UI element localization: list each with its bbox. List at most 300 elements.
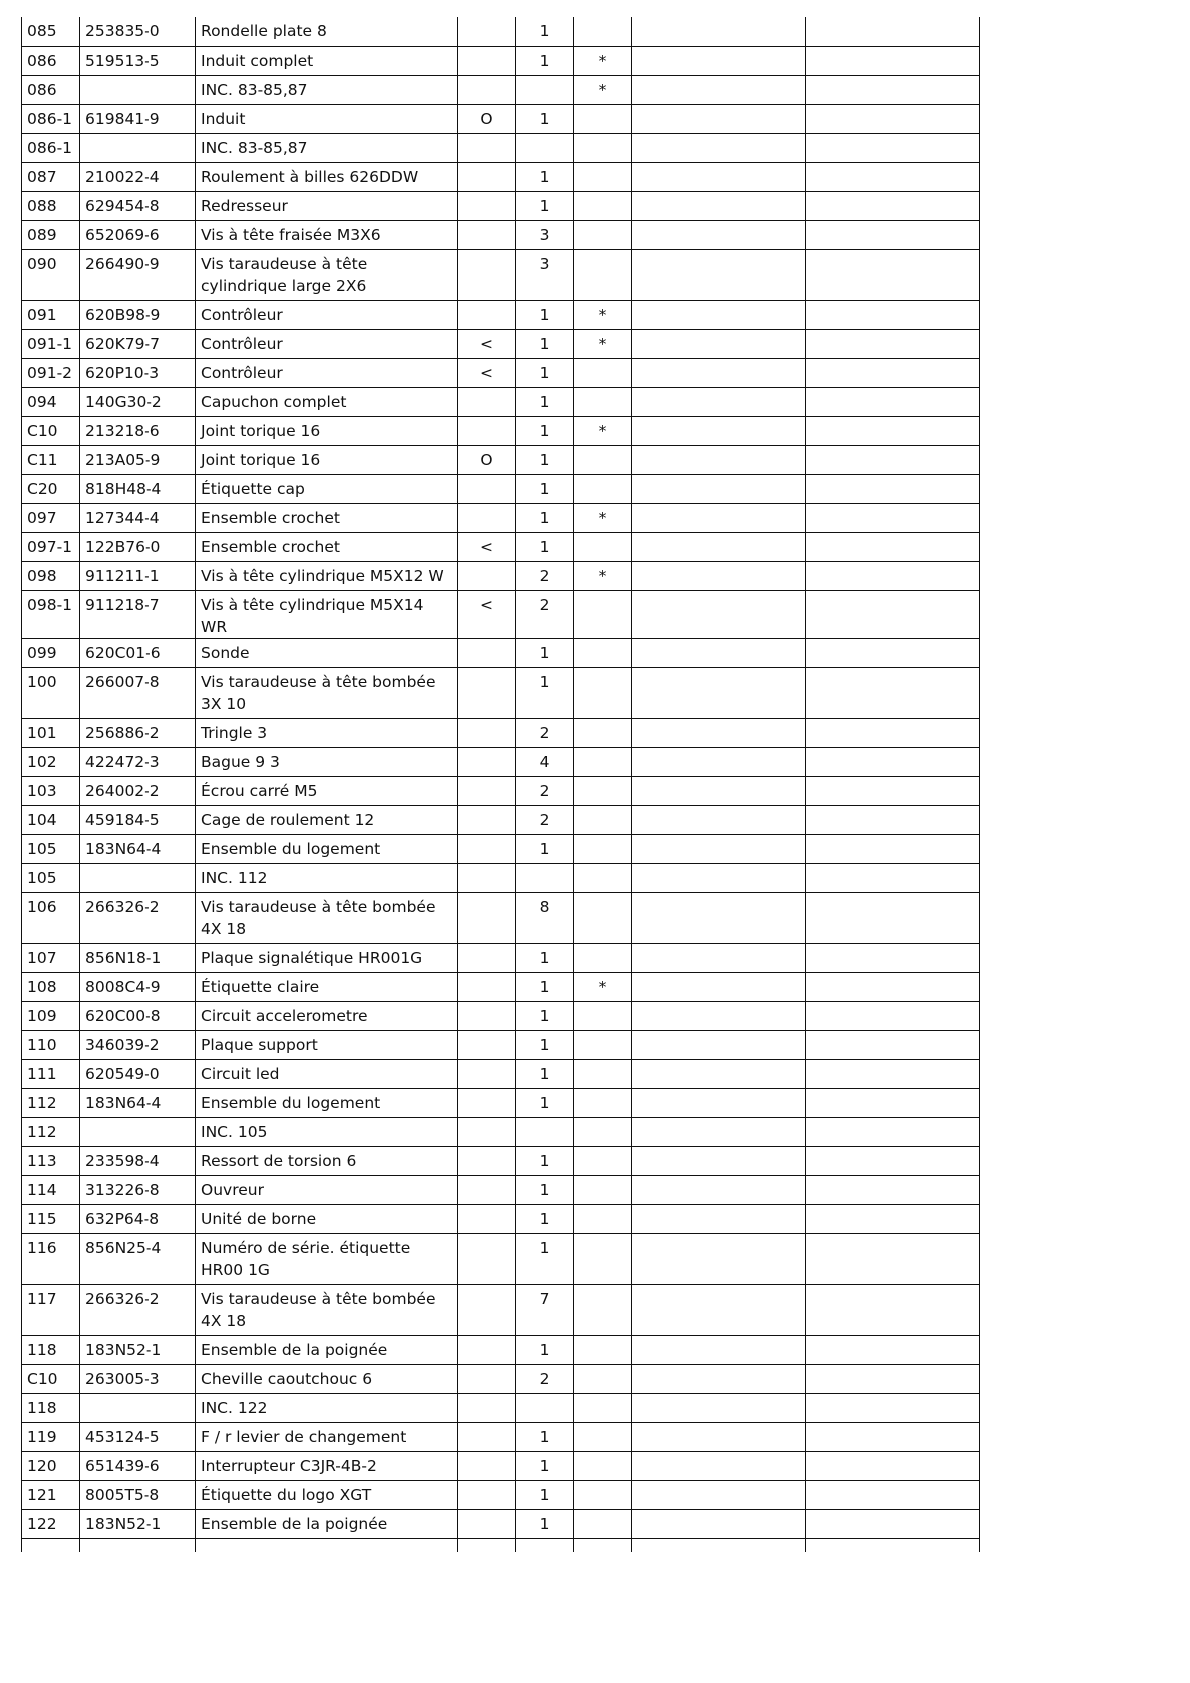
description-cell: Sonde	[196, 638, 458, 667]
blank-cell	[632, 474, 806, 503]
quantity-cell: 1	[516, 503, 574, 532]
option-cell	[458, 1480, 516, 1509]
table-row	[22, 191, 980, 220]
description-cell: F / r levier de changement	[196, 1422, 458, 1451]
description-cell: Redresseur	[196, 191, 458, 220]
item-number-cell: 086-1	[22, 104, 80, 133]
table-row	[22, 532, 980, 561]
blank-cell	[574, 1538, 632, 1552]
blank-cell	[806, 1422, 980, 1451]
blank-cell	[632, 358, 806, 387]
mark-cell	[574, 747, 632, 776]
table-row	[22, 387, 980, 416]
part-number-cell: 818H48-4	[80, 474, 196, 503]
quantity-cell	[516, 863, 574, 892]
item-number-cell: 089	[22, 220, 80, 249]
description-cell: Contrôleur	[196, 329, 458, 358]
mark-cell: *	[574, 329, 632, 358]
part-number-cell: 122B76-0	[80, 532, 196, 561]
description-cell: INC. 122	[196, 1393, 458, 1422]
blank-cell	[806, 1509, 980, 1538]
table-row	[22, 834, 980, 863]
part-number-cell: 263005-3	[80, 1364, 196, 1393]
blank-cell	[806, 1538, 980, 1552]
quantity-cell: 1	[516, 1422, 574, 1451]
item-number-cell: 115	[22, 1204, 80, 1233]
description-cell: INC. 112	[196, 863, 458, 892]
blank-cell	[196, 1538, 458, 1552]
description-cell: Cage de roulement 12	[196, 805, 458, 834]
blank-cell	[806, 416, 980, 445]
option-cell	[458, 1422, 516, 1451]
option-cell	[458, 747, 516, 776]
mark-cell: *	[574, 972, 632, 1001]
blank-cell	[632, 1393, 806, 1422]
table-row	[22, 1204, 980, 1233]
blank-cell	[632, 1175, 806, 1204]
blank-cell	[806, 474, 980, 503]
quantity-cell	[516, 1393, 574, 1422]
quantity-cell: 1	[516, 162, 574, 191]
blank-cell	[632, 1364, 806, 1393]
blank-cell	[632, 503, 806, 532]
mark-cell: *	[574, 503, 632, 532]
description-cell: Roulement à billes 626DDW	[196, 162, 458, 191]
quantity-cell: 1	[516, 46, 574, 75]
item-number-cell: 105	[22, 863, 80, 892]
option-cell	[458, 220, 516, 249]
quantity-cell: 1	[516, 943, 574, 972]
mark-cell	[574, 1175, 632, 1204]
blank-cell	[806, 1117, 980, 1146]
blank-cell	[806, 805, 980, 834]
mark-cell	[574, 387, 632, 416]
table-row	[22, 1480, 980, 1509]
mark-cell	[574, 1393, 632, 1422]
quantity-cell: 2	[516, 561, 574, 590]
part-number-cell: 8005T5-8	[80, 1480, 196, 1509]
table-row	[22, 1175, 980, 1204]
quantity-cell: 1	[516, 1059, 574, 1088]
quantity-cell: 1	[516, 638, 574, 667]
part-number-cell	[80, 863, 196, 892]
blank-cell	[806, 1364, 980, 1393]
table-row	[22, 75, 980, 104]
blank-cell	[632, 133, 806, 162]
description-cell: INC. 83-85,87	[196, 75, 458, 104]
description-cell: Bague 9 3	[196, 747, 458, 776]
option-cell	[458, 834, 516, 863]
table-row	[22, 358, 980, 387]
description-cell: Capuchon complet	[196, 387, 458, 416]
mark-cell: *	[574, 561, 632, 590]
blank-cell	[632, 1284, 806, 1335]
part-number-cell: 620P10-3	[80, 358, 196, 387]
part-number-cell: 264002-2	[80, 776, 196, 805]
blank-cell	[632, 561, 806, 590]
blank-cell	[806, 220, 980, 249]
quantity-cell: 1	[516, 329, 574, 358]
table-row	[22, 1422, 980, 1451]
quantity-cell	[516, 133, 574, 162]
description-cell: Unité de borne	[196, 1204, 458, 1233]
item-number-cell: 118	[22, 1335, 80, 1364]
table-row	[22, 1088, 980, 1117]
quantity-cell: 1	[516, 834, 574, 863]
parts-table-body	[22, 17, 980, 1552]
mark-cell	[574, 1088, 632, 1117]
mark-cell	[574, 863, 632, 892]
blank-cell	[632, 1451, 806, 1480]
description-cell: INC. 105	[196, 1117, 458, 1146]
mark-cell	[574, 17, 632, 46]
part-number-cell: 632P64-8	[80, 1204, 196, 1233]
option-cell	[458, 1001, 516, 1030]
description-cell: Ensemble crochet	[196, 532, 458, 561]
part-number-cell: 459184-5	[80, 805, 196, 834]
part-number-cell: 127344-4	[80, 503, 196, 532]
table-row	[22, 561, 980, 590]
part-number-cell: 183N52-1	[80, 1509, 196, 1538]
quantity-cell: 1	[516, 1480, 574, 1509]
option-cell	[458, 1204, 516, 1233]
item-number-cell: C10	[22, 1364, 80, 1393]
table-row	[22, 943, 980, 972]
mark-cell	[574, 638, 632, 667]
item-number-cell: 110	[22, 1030, 80, 1059]
option-cell	[458, 943, 516, 972]
mark-cell: *	[574, 416, 632, 445]
blank-cell	[632, 75, 806, 104]
blank-cell	[806, 133, 980, 162]
table-row	[22, 1393, 980, 1422]
quantity-cell: 2	[516, 590, 574, 638]
description-cell: Ensemble du logement	[196, 834, 458, 863]
mark-cell	[574, 1284, 632, 1335]
item-number-cell: 091-1	[22, 329, 80, 358]
blank-cell	[632, 1204, 806, 1233]
part-number-cell: 422472-3	[80, 747, 196, 776]
blank-cell	[806, 1204, 980, 1233]
blank-cell	[632, 776, 806, 805]
blank-cell	[632, 1335, 806, 1364]
blank-cell	[806, 75, 980, 104]
item-number-cell: 104	[22, 805, 80, 834]
table-row	[22, 667, 980, 718]
item-number-cell: 109	[22, 1001, 80, 1030]
part-number-cell: 652069-6	[80, 220, 196, 249]
item-number-cell: 117	[22, 1284, 80, 1335]
blank-cell	[632, 300, 806, 329]
quantity-cell: 1	[516, 1204, 574, 1233]
blank-cell	[806, 1451, 980, 1480]
blank-cell	[806, 191, 980, 220]
table-row	[22, 638, 980, 667]
table-row	[22, 445, 980, 474]
table-row	[22, 972, 980, 1001]
item-number-cell: 099	[22, 638, 80, 667]
table-row	[22, 1146, 980, 1175]
option-cell	[458, 1335, 516, 1364]
mark-cell	[574, 1335, 632, 1364]
blank-cell	[632, 1480, 806, 1509]
part-number-cell: 183N52-1	[80, 1335, 196, 1364]
blank-cell	[806, 329, 980, 358]
option-cell	[458, 667, 516, 718]
item-number-cell: 122	[22, 1509, 80, 1538]
description-cell: Ouvreur	[196, 1175, 458, 1204]
quantity-cell: 1	[516, 474, 574, 503]
blank-cell	[632, 943, 806, 972]
mark-cell	[574, 834, 632, 863]
blank-cell	[632, 863, 806, 892]
table-row	[22, 1509, 980, 1538]
item-number-cell: 106	[22, 892, 80, 943]
item-number-cell: C20	[22, 474, 80, 503]
blank-cell	[806, 943, 980, 972]
blank-cell	[806, 776, 980, 805]
option-cell	[458, 162, 516, 191]
part-number-cell: 346039-2	[80, 1030, 196, 1059]
table-row	[22, 474, 980, 503]
option-cell	[458, 474, 516, 503]
description-cell: Contrôleur	[196, 358, 458, 387]
description-cell: Plaque signalétique HR001G	[196, 943, 458, 972]
part-number-cell: 620B98-9	[80, 300, 196, 329]
blank-cell	[806, 249, 980, 300]
blank-cell	[806, 358, 980, 387]
item-number-cell: 097	[22, 503, 80, 532]
option-cell	[458, 1284, 516, 1335]
mark-cell	[574, 1059, 632, 1088]
table-row	[22, 220, 980, 249]
option-cell	[458, 191, 516, 220]
blank-cell	[806, 1233, 980, 1284]
option-cell: O	[458, 445, 516, 474]
description-cell: INC. 83-85,87	[196, 133, 458, 162]
table-row	[22, 1001, 980, 1030]
part-number-cell: 620C00-8	[80, 1001, 196, 1030]
blank-cell	[632, 249, 806, 300]
option-cell: <	[458, 358, 516, 387]
description-cell: Étiquette cap	[196, 474, 458, 503]
table-row	[22, 1284, 980, 1335]
part-number-cell: 213218-6	[80, 416, 196, 445]
blank-cell	[632, 638, 806, 667]
quantity-cell: 1	[516, 191, 574, 220]
item-number-cell: C11	[22, 445, 80, 474]
table-row	[22, 590, 980, 638]
part-number-cell: 233598-4	[80, 1146, 196, 1175]
table-row	[22, 805, 980, 834]
option-cell	[458, 1088, 516, 1117]
description-cell: Plaque support	[196, 1030, 458, 1059]
blank-cell	[806, 747, 980, 776]
blank-cell	[632, 416, 806, 445]
option-cell	[458, 249, 516, 300]
quantity-cell	[516, 75, 574, 104]
option-cell	[458, 1509, 516, 1538]
mark-cell	[574, 1117, 632, 1146]
blank-cell	[806, 1335, 980, 1364]
description-cell: Ressort de torsion 6	[196, 1146, 458, 1175]
option-cell	[458, 972, 516, 1001]
part-number-cell: 140G30-2	[80, 387, 196, 416]
part-number-cell: 183N64-4	[80, 834, 196, 863]
option-cell	[458, 503, 516, 532]
description-cell: Ensemble de la poignée	[196, 1509, 458, 1538]
quantity-cell: 2	[516, 1364, 574, 1393]
option-cell: <	[458, 329, 516, 358]
mark-cell	[574, 358, 632, 387]
quantity-cell: 1	[516, 1175, 574, 1204]
blank-cell	[806, 863, 980, 892]
description-cell: Vis à tête fraisée M3X6	[196, 220, 458, 249]
quantity-cell: 1	[516, 1335, 574, 1364]
quantity-cell: 2	[516, 776, 574, 805]
blank-cell	[632, 747, 806, 776]
blank-cell	[632, 532, 806, 561]
mark-cell	[574, 1509, 632, 1538]
blank-cell	[806, 300, 980, 329]
quantity-cell: 1	[516, 300, 574, 329]
description-cell: Circuit led	[196, 1059, 458, 1088]
mark-cell	[574, 474, 632, 503]
blank-cell	[632, 191, 806, 220]
option-cell	[458, 561, 516, 590]
part-number-cell: 266490-9	[80, 249, 196, 300]
item-number-cell: 105	[22, 834, 80, 863]
mark-cell	[574, 220, 632, 249]
item-number-cell: 091	[22, 300, 80, 329]
part-number-cell: 213A05-9	[80, 445, 196, 474]
quantity-cell: 7	[516, 1284, 574, 1335]
blank-cell	[806, 503, 980, 532]
option-cell	[458, 133, 516, 162]
parts-list-page	[21, 17, 979, 1552]
part-number-cell: 911218-7	[80, 590, 196, 638]
blank-cell	[806, 1175, 980, 1204]
table-row	[22, 892, 980, 943]
option-cell: <	[458, 532, 516, 561]
blank-cell	[632, 1088, 806, 1117]
option-cell	[458, 1233, 516, 1284]
blank-cell	[806, 1088, 980, 1117]
option-cell	[458, 1175, 516, 1204]
mark-cell	[574, 1480, 632, 1509]
quantity-cell: 1	[516, 1001, 574, 1030]
blank-cell	[806, 667, 980, 718]
blank-cell	[806, 445, 980, 474]
quantity-cell: 1	[516, 358, 574, 387]
quantity-cell	[516, 1117, 574, 1146]
blank-cell	[632, 1117, 806, 1146]
description-cell: Joint torique 16	[196, 445, 458, 474]
quantity-cell: 1	[516, 387, 574, 416]
part-number-cell: 651439-6	[80, 1451, 196, 1480]
description-cell: Étiquette du logo XGT	[196, 1480, 458, 1509]
blank-cell	[632, 162, 806, 191]
option-cell	[458, 387, 516, 416]
table-row	[22, 1117, 980, 1146]
option-cell	[458, 1117, 516, 1146]
table-row	[22, 718, 980, 747]
blank-cell	[806, 590, 980, 638]
blank-cell	[806, 387, 980, 416]
item-number-cell: 094	[22, 387, 80, 416]
blank-cell	[806, 162, 980, 191]
description-cell: Induit complet	[196, 46, 458, 75]
table-row	[22, 1059, 980, 1088]
mark-cell	[574, 1204, 632, 1233]
part-number-cell: 856N18-1	[80, 943, 196, 972]
item-number-cell: 101	[22, 718, 80, 747]
part-number-cell: 629454-8	[80, 191, 196, 220]
mark-cell: *	[574, 75, 632, 104]
quantity-cell: 1	[516, 1030, 574, 1059]
blank-cell	[806, 1284, 980, 1335]
part-number-cell	[80, 133, 196, 162]
part-number-cell: 911211-1	[80, 561, 196, 590]
part-number-cell: 210022-4	[80, 162, 196, 191]
item-number-cell: 116	[22, 1233, 80, 1284]
mark-cell	[574, 249, 632, 300]
mark-cell	[574, 718, 632, 747]
blank-cell	[516, 1538, 574, 1552]
description-cell: Vis taraudeuse à tête cylindrique large 2X6	[196, 249, 458, 300]
item-number-cell: 118	[22, 1393, 80, 1422]
quantity-cell: 1	[516, 1146, 574, 1175]
blank-cell	[22, 1538, 80, 1552]
blank-cell	[632, 1509, 806, 1538]
blank-cell	[632, 892, 806, 943]
blank-cell	[458, 1538, 516, 1552]
blank-cell	[632, 667, 806, 718]
mark-cell	[574, 1146, 632, 1175]
blank-cell	[806, 638, 980, 667]
table-row	[22, 329, 980, 358]
blank-cell	[632, 590, 806, 638]
blank-cell	[632, 834, 806, 863]
blank-cell	[806, 834, 980, 863]
table-row	[22, 747, 980, 776]
part-number-cell: 453124-5	[80, 1422, 196, 1451]
item-number-cell: 120	[22, 1451, 80, 1480]
part-number-cell	[80, 1117, 196, 1146]
description-cell: Contrôleur	[196, 300, 458, 329]
quantity-cell: 1	[516, 1509, 574, 1538]
blank-cell	[632, 1059, 806, 1088]
option-cell	[458, 1030, 516, 1059]
quantity-cell: 1	[516, 532, 574, 561]
part-number-cell: 266007-8	[80, 667, 196, 718]
quantity-cell: 8	[516, 892, 574, 943]
blank-cell	[632, 387, 806, 416]
option-cell	[458, 863, 516, 892]
part-number-cell: 183N64-4	[80, 1088, 196, 1117]
table-row	[22, 776, 980, 805]
item-number-cell: 111	[22, 1059, 80, 1088]
part-number-cell: 519513-5	[80, 46, 196, 75]
description-cell: Vis taraudeuse à tête bombée 4X 18	[196, 892, 458, 943]
table-row	[22, 503, 980, 532]
blank-cell	[632, 1030, 806, 1059]
item-number-cell: C10	[22, 416, 80, 445]
item-number-cell: 098	[22, 561, 80, 590]
item-number-cell: 107	[22, 943, 80, 972]
item-number-cell: 108	[22, 972, 80, 1001]
item-number-cell: 087	[22, 162, 80, 191]
